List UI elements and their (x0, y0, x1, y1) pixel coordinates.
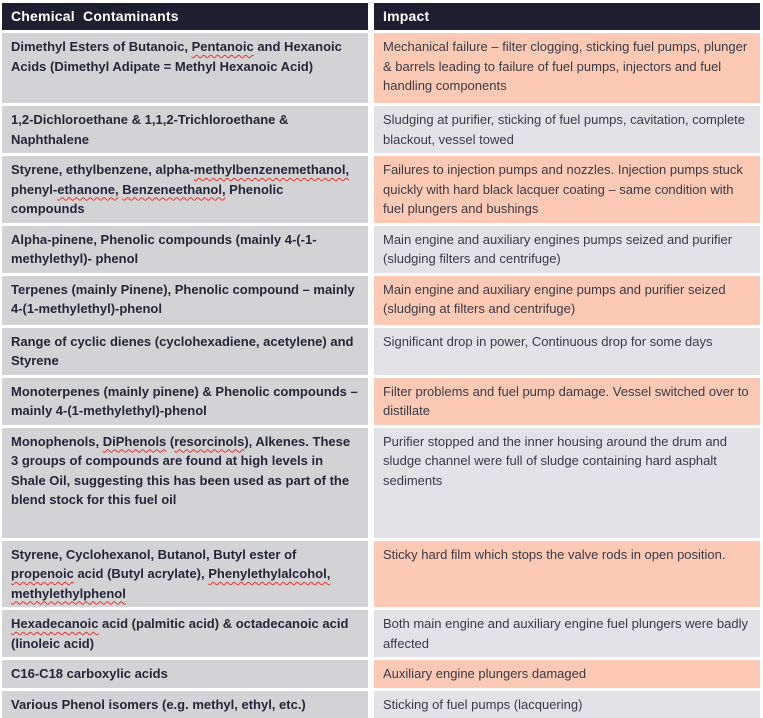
impact-cell-highlighted: Mechanical failure – filter clogging, sticking fuel pumps, plunger & barrels leading to failure of fuel pumps, injectors and fuel handling components (374, 33, 760, 103)
chemical-cell (2, 610, 368, 657)
chemical-cell (2, 33, 368, 103)
misspelled-word: resorcinols (174, 434, 244, 449)
chemical-text: Dimethyl Esters of Butanoic, (11, 39, 192, 54)
chemical-text: Alpha-pinene, Phenolic compounds (mainly 4-(-1-methylethyl)- phenol (11, 232, 317, 267)
impact-cell-highlighted: Main engine and auxiliary engine pumps and purifier seized (sludging at filters and centrifuge) (374, 276, 760, 325)
impact-cell: Both main engine and auxiliary engine fuel plungers were badly affected (374, 610, 760, 657)
chemical-text: acid (Butyl acrylate), (74, 566, 208, 581)
misspelled-word: Pentanoic (192, 39, 254, 54)
chemical-cell (2, 328, 368, 375)
table-header-row (2, 3, 760, 30)
table-row (2, 660, 760, 688)
misspelled-word: methylbenzenemethanol, (194, 162, 349, 177)
chemical-cell (2, 428, 368, 538)
impact-cell: Sludging at purifier, sticking of fuel pumps, cavitation, complete blackout, vessel towed (374, 106, 760, 153)
chemical-text: phenyl- (11, 182, 57, 197)
misspelled-word: methylethylphenol (11, 586, 126, 601)
table-row (2, 276, 760, 325)
table-row (2, 691, 760, 718)
chemical-text: Phenolic compounds (11, 182, 283, 217)
table-row (2, 541, 760, 608)
impact-cell: Sticking of fuel pumps (lacquering) (374, 691, 760, 718)
impact-cell-highlighted: Sticky hard film which stops the valve rods in open position. (374, 541, 760, 608)
chemical-cell (2, 226, 368, 273)
table-row (2, 106, 760, 153)
chemical-cell (2, 276, 368, 325)
chemical-text: Various Phenol isomers (e.g. methyl, ethyl, etc.) (11, 697, 306, 712)
chemical-text: 1,2-Dichloroethane & 1,1,2-Trichloroethane & Naphthalene (11, 112, 288, 147)
chemical-cell (2, 541, 368, 608)
header-impact: Impact (374, 3, 760, 30)
impact-cell: Purifier stopped and the inner housing around the drum and sludge channel were full of sludge containing hard asphalt sediments (374, 428, 760, 538)
table-row (2, 610, 760, 657)
impact-cell: Main engine and auxiliary engines pumps seized and purifier (sludging filters and centrifuge) (374, 226, 760, 273)
misspelled-word: Phenylethylalcohol, (208, 566, 330, 581)
table-row (2, 378, 760, 425)
misspelled-word: Hexadecanoic (11, 616, 98, 631)
table-row (2, 328, 760, 375)
misspelled-word: Benzeneethanol, (122, 182, 225, 197)
impact-cell-highlighted: Auxiliary engine plungers damaged (374, 660, 760, 688)
chemical-text: Styrene, Cyclohexanol, Butanol, Butyl ester of (11, 547, 296, 562)
chemical-text: Range of cyclic dienes (cyclohexadiene, acetylene) and Styrene (11, 334, 353, 369)
chemical-text: Styrene, ethylbenzene, alpha- (11, 162, 194, 177)
chemical-cell (2, 691, 368, 718)
table-body (2, 33, 760, 718)
chemical-cell (2, 106, 368, 153)
header-chemical-contaminants: Chemical Contaminants (2, 3, 368, 30)
chemical-text: acid (palmitic acid) & octadecanoic acid (linoleic acid) (11, 616, 348, 651)
misspelled-word: DiPhenols (103, 434, 167, 449)
chemical-cell (2, 156, 368, 223)
chemical-text: and Hexanoic Acids (Dimethyl Adipate = Methyl Hexanoic Acid) (11, 39, 342, 74)
chemical-text: C16-C18 carboxylic acids (11, 666, 168, 681)
chemical-text: ), Alkenes. These 3 groups of compounds are found at high levels in Shale Oil, suggesting this has been used as part of the blend stock for this fuel oil (11, 434, 350, 508)
impact-cell: Significant drop in power, Continuous drop for some days (374, 328, 760, 375)
chemical-text: Monophenols, (11, 434, 103, 449)
chemical-text: Monoterpenes (mainly pinene) & Phenolic compounds – mainly 4-(1-methylethyl)-phenol (11, 384, 358, 419)
table-row (2, 226, 760, 273)
misspelled-word: propenoic (11, 566, 74, 581)
chemical-cell (2, 378, 368, 425)
chemical-cell (2, 660, 368, 688)
chemical-text: Terpenes (mainly Pinene), Phenolic compound – mainly 4-(1-methylethyl)-phenol (11, 282, 355, 317)
impact-cell-highlighted: Filter problems and fuel pump damage. Vessel switched over to distillate (374, 378, 760, 425)
table-row (2, 33, 760, 103)
table-row (2, 428, 760, 538)
table-row (2, 156, 760, 223)
impact-cell-highlighted: Failures to injection pumps and nozzles. Injection pumps stuck quickly with hard black lacquer coating – same condition with fuel plungers and bushings (374, 156, 760, 223)
chemical-text: ( (166, 434, 174, 449)
misspelled-word: ethanone, (57, 182, 118, 197)
